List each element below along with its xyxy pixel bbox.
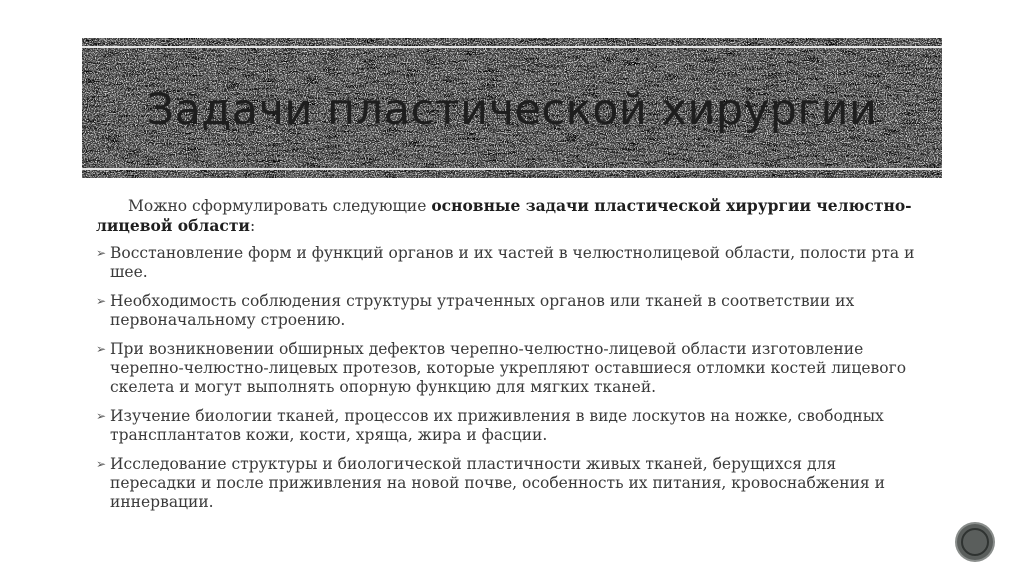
arrowhead-bullet-icon: ➢ (96, 246, 107, 260)
intro-prefix: Можно сформулировать следующие (128, 197, 432, 215)
intro-emphasis: основные задачи пластической хирургии челюстно-лицевой области (96, 196, 912, 235)
banner-bottom-rule (82, 168, 942, 170)
list-item-text: Восстановление форм и функций органов и их частей в челюстнолицевой области, полости рта и шее. (110, 244, 915, 281)
list-item-text: При возникновении обширных дефектов черепно-челюстно-лицевой области изготовление черепно-челюстно-лицевых протезов, которые укрепляют оставшиеся отломки костей лицевого скелета и могут выполнять опорную функцию для мягких тканей. (110, 340, 907, 396)
list-item (96, 407, 926, 445)
list-item (96, 244, 926, 282)
arrowhead-bullet-icon: ➢ (96, 409, 107, 423)
title-banner (82, 38, 942, 178)
slide-nav-circle-icon[interactable] (957, 524, 993, 560)
intro-suffix: : (249, 217, 256, 235)
arrowhead-bullet-icon: ➢ (96, 294, 107, 308)
arrowhead-bullet-icon: ➢ (96, 342, 107, 356)
slide-title: Задачи пластической хирургии (146, 85, 878, 135)
list-item (96, 455, 926, 512)
banner-top-rule (82, 46, 942, 48)
arrowhead-bullet-icon: ➢ (96, 457, 107, 471)
task-list (96, 244, 926, 512)
slide-body (96, 196, 926, 522)
intro-paragraph (96, 196, 926, 236)
list-item (96, 340, 926, 397)
list-item-text: Изучение биологии тканей, процессов их приживления в виде лоскутов на ножке, свободных трансплантатов кожи, кости, хряща, жира и фасции. (110, 407, 884, 444)
list-item-text: Исследование структуры и биологической пластичности живых тканей, берущихся для пересадки и после приживления на новой почве, особенность их питания, кровоснабжения и иннервации. (110, 455, 885, 511)
list-item-text: Необходимость соблюдения структуры утраченных органов или тканей в соответствии их первоначальному строению. (110, 292, 855, 329)
list-item (96, 292, 926, 330)
